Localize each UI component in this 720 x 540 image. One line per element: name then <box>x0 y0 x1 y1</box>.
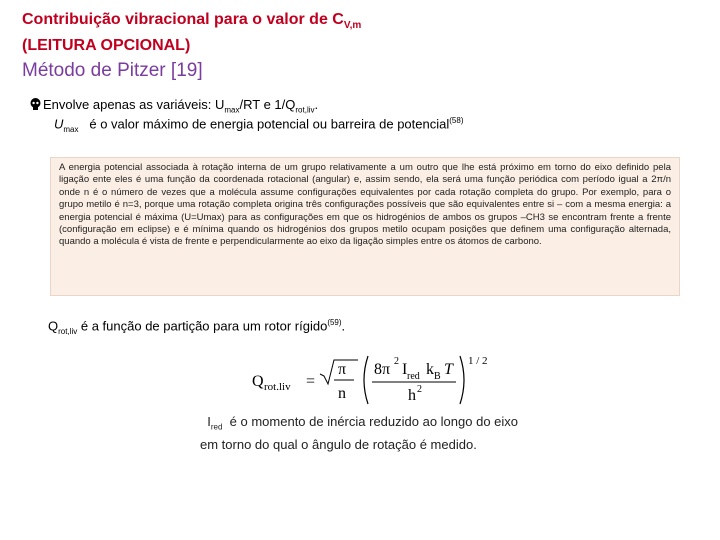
formula-denominator-sup: 2 <box>417 384 422 395</box>
slide-subtitle: Método de Pitzer [19] <box>22 60 203 81</box>
ired-definition: $I_{red}$ é o momento de inércia reduzido ao longo do eixo em torno do qual o ângulo de rotação é medido. <box>200 414 519 452</box>
title-line-1: Contribuição vibracional para o valor de $C_{V,m}$ <box>22 11 362 32</box>
formula-n: n <box>338 385 346 402</box>
formula-numerator-a: 8π <box>374 361 391 378</box>
formula-numerator-c-sub: B <box>434 371 441 382</box>
formula-numerator-d: T <box>444 361 453 378</box>
formula-numerator-sub: red <box>407 371 420 382</box>
formula-lhs: Q <box>252 373 264 390</box>
umax-definition: $U_{max}$ é o valor máximo de energia potencial ou barreira de potencial$^{(58)}$ <box>54 116 464 134</box>
explanation-box: A energia potencial associada à rotação interna de um grupo relativamente a um outro que lhe está próximo em torno do eixo definido pela ligação ente eles é uma função da coordenada rotacional (angular) e, assim sendo, ela será uma função periódica com período igual a 2π/n onde n é o número de vezes que a molécula assume configurações equivalentes por cada rotação completa do grupo. Por exemplo, para o grupo metilo é n=3, porque uma rotação completa origina três configurações possíveis que são equivalentes entre si – com a mesma energia: a energia potencial é máxima (U=Umax) para as configurações em que os hidrogénios de ambos os grupos –CH3 se encontram frente a frente (configuração em eclipse) e é mínima quando os hidrogénios dos grupos metilo ocupam posições que definem uma configuração alternada, quando a molécula é vista de frente e perpendicularmente ao eixo da ligação simples entre os átomos de carbono. <box>50 157 680 296</box>
title-line-2: (LEITURA OPCIONAL) <box>22 37 191 55</box>
formula-denominator: h <box>408 387 416 404</box>
formula-numerator-sup: 2 <box>394 356 399 367</box>
slide-title <box>22 10 702 56</box>
qrot-definition: $Q_{rot,liv}$ é a função de partição para um rotor rígido$^{(59)}$. <box>48 318 346 336</box>
formula-pi: π <box>338 361 347 378</box>
partition-function-formula <box>250 352 500 410</box>
formula-numerator-c: k <box>426 361 434 378</box>
formula-numerator-b: I <box>402 361 408 378</box>
formula-exponent: 1 / 2 <box>468 355 488 367</box>
formula-lhs-sub: rot.liv <box>264 381 291 393</box>
skull-icon <box>30 98 41 111</box>
formula-equals: = <box>306 373 316 390</box>
bullet-variables: Envolve apenas as variáveis: $U_{max}/RT$ e $1/Q_{rot,liv}$. <box>30 97 318 115</box>
